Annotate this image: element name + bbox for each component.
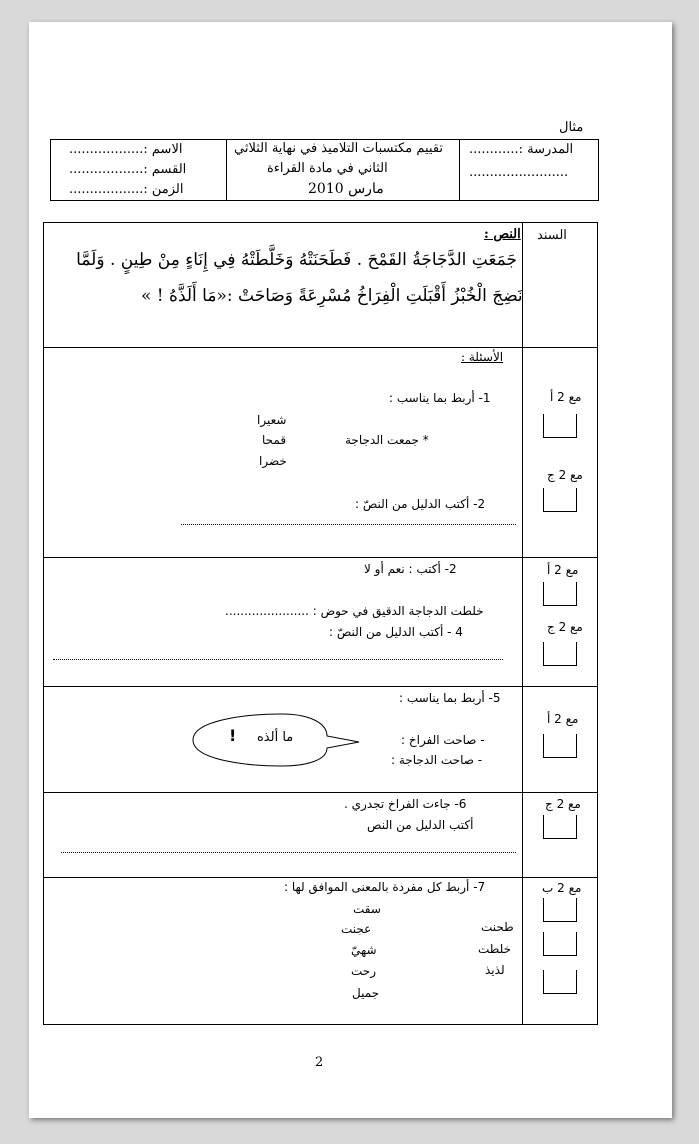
answer-line[interactable] (53, 659, 503, 660)
exam-title-line1: تقييم مكتسبات التلاميذ في نهاية الثلاثي (234, 141, 444, 156)
word-right-1: سقت (353, 902, 381, 916)
criterion-label: مع 2 أ (547, 563, 579, 577)
question-4: 4 - أكتب الدليل من النصّ : (329, 625, 463, 639)
score-box[interactable] (543, 734, 577, 758)
word-left-1: طحنت (481, 920, 514, 934)
word-right-2: عجنت (341, 922, 372, 936)
score-box[interactable] (543, 582, 577, 606)
criterion-label: مع 2 ج (547, 468, 583, 482)
main-table (43, 222, 598, 1025)
q1-option-2: قمحا (262, 433, 287, 447)
section-field: القسم :.................. (69, 162, 187, 177)
question-5: 5- أربط بما يناسب : (399, 691, 501, 705)
passage-line2: نَضِجَ الْخُبْزُ أَقْبَلَتِ الْفِرَاخُ مُسْرِعَةً وَصَاحَتْ :«مَا أَلَذَّهُ ! » (141, 286, 523, 306)
score-box[interactable] (543, 488, 577, 512)
answer-line[interactable] (181, 524, 516, 525)
q3-statement: خلطت الدجاجة الدقيق في حوض : ...................... (225, 604, 484, 618)
criterion-label: مع 2 أ (550, 390, 582, 404)
question-6: 6- جاءت الفراخ تجدري . (344, 797, 467, 811)
score-box[interactable] (543, 970, 577, 994)
school-field: المدرسة :............ (469, 142, 574, 157)
answer-line[interactable] (61, 852, 516, 853)
q1-stem: * جمعت الدجاجة (345, 433, 429, 447)
sanad-header: السند (537, 228, 567, 243)
score-box[interactable] (543, 414, 577, 438)
score-box[interactable] (543, 815, 577, 839)
q1-option-1: شعيرا (257, 413, 287, 427)
exclamation-icon: ! (229, 726, 237, 745)
name-field: الاسم :.................. (69, 142, 183, 157)
criterion-label: مع 2 ج (545, 797, 581, 811)
question-7: 7- أربط كل مفردة بالمعنى الموافق لها : (284, 880, 486, 894)
match-item-1: - صاحت الفراخ : (401, 733, 485, 747)
word-left-3: لذيذ (485, 963, 505, 977)
q1-option-3: خضرا (259, 454, 287, 468)
page-number: 2 (315, 1055, 324, 1070)
word-left-2: خلطت (478, 942, 512, 956)
example-label: مثال (559, 120, 584, 135)
bubble-text: ما ألذه (257, 730, 294, 745)
exam-title-line3: مارس 2010 (308, 181, 384, 197)
word-right-5: جميل (352, 986, 380, 1000)
time-field: الزمن :.................. (69, 182, 184, 197)
questions-heading: الأسئلة : (461, 350, 504, 364)
school-dots: ........................ (469, 165, 569, 180)
text-heading: النص : (484, 227, 521, 242)
passage-line1: جَمَعَتِ الدَّجَاجَةُ القَمْحَ . فَطَحَنَتْهُ وَخَلَّطَتْهُ فِي إِنَاءٍ مِنْ طِينٍ . وَلَمَّا (76, 250, 517, 270)
score-box[interactable] (543, 642, 577, 666)
score-box[interactable] (543, 898, 577, 922)
question-6-instruction: أكتب الدليل من النص (367, 818, 474, 832)
word-right-3: شهيّ (351, 943, 377, 957)
criterion-label: مع 2 ج (547, 620, 583, 634)
question-2: 2- أكتب الدليل من النصّ : (355, 497, 486, 511)
criterion-label: مع 2 ب (542, 881, 582, 895)
paper-page (29, 22, 672, 1118)
score-box[interactable] (543, 932, 577, 956)
word-right-4: رحت (351, 964, 376, 978)
question-1: 1- أربط بما يناسب : (389, 391, 491, 405)
question-3: 2- أكتب : نعم أو لا (364, 562, 457, 576)
exam-title-line2: الثاني في مادة القراءة (267, 161, 388, 176)
match-item-2: - صاحت الدجاجة : (391, 753, 483, 767)
criterion-label: مع 2 أ (547, 712, 579, 726)
